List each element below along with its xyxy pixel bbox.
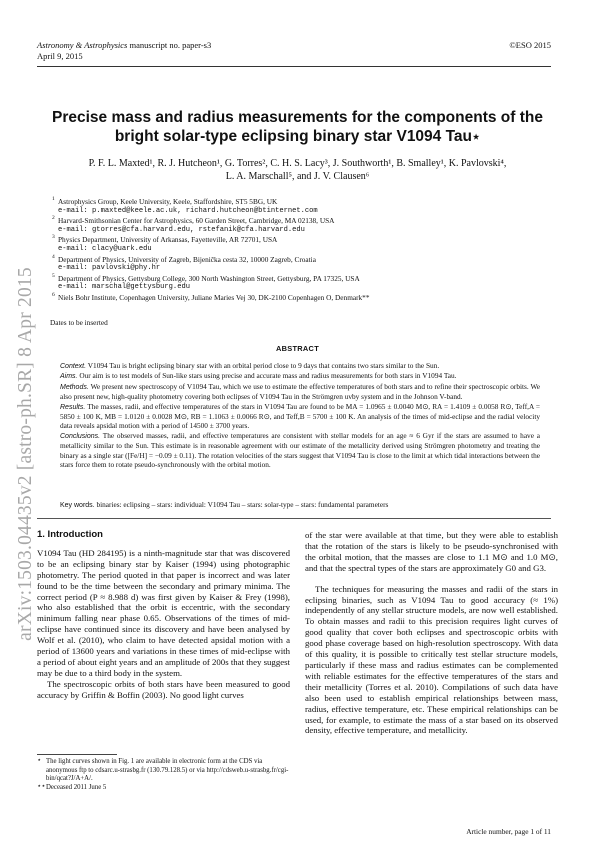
keywords [60, 500, 540, 509]
keywords-label: Key words. [60, 502, 95, 509]
authors-line-1: P. F. L. Maxted¹, R. J. Hutcheon¹, G. Torres², C. H. S. Lacy³, J. Southworth¹, B. Smalley¹, K. Pavlovski⁴, [88, 158, 507, 169]
authors-line-2: L. A. Marschall⁵, and J. V. Clausen⁶ [225, 171, 370, 182]
affiliation: 5 Department of Physics, Gettysburg College, 300 North Washington Street, Gettysburg, PA 17325, USA e-mail: marschal@gettysburg.edu [52, 272, 360, 292]
abstract-context: Context. V1094 Tau is bright eclipsing binary star with an orbital period close to 9 days that contains two stars similar to the Sun. [60, 361, 440, 370]
title-line-2: bright solar-type eclipsing binary star V1094 Tau [114, 128, 473, 145]
footnote: ⋆⋆ Deceased 2011 June 5 [37, 782, 107, 791]
arxiv-id: arXiv:1503.04435v2 [astro-ph.SR] 8 Apr 2015 [15, 267, 36, 641]
paragraph: The techniques for measuring the masses and radii of the stars in eclipsing binaries, such as V1094 Tau to good accuracy (≈ 1%) independently of any stellar structure models, are now well established. To obtain masses and radii to this precision requires light curves of good quality that cover both eclipses and spectroscopic orbits with good phase coverage based on high-resolution spectroscopy. With data of this quality, it is possible to critically test stellar structure models, particularly if these mass and radius estimates can be complemented with reliable estimates for the effective temperatures of the stars and their metallicity (Torres et al. 2010). Compilations of such data have also been used to establish empirical relationships between mass, radius, effective temperature, etc. These empirical relationships can be used, for example, to estimate the mass of a star based on its observed density, effective temperature, and metallicity. [305, 583, 558, 736]
abstract-body [60, 361, 540, 469]
keywords-text: binaries: eclipsing – stars: individual: V1094 Tau – stars: solar-type – stars: fundamental parameters [94, 500, 389, 509]
body-right-column [305, 530, 558, 736]
title-line-1: Precise mass and radius measurements for the components of the [52, 109, 543, 126]
abstract-heading: ABSTRACT [275, 344, 320, 353]
affiliation: 2 Harvard-Smithsonian Center for Astrophysics, 60 Garden Street, Cambridge, MA 02138, USA e-mail: gtorres@cfa.harvard.edu, rstefanik@cfa.harvard.edu [52, 215, 335, 234]
affiliation: 6 Niels Bohr Institute, Copenhagen University, Juliane Maries Vej 30, DK-2100 Copenhagen O, Denmark** [52, 291, 370, 302]
section-heading-introduction: 1. Introduction [37, 529, 103, 540]
header-date: April 9, 2015 [37, 50, 83, 61]
affiliation: 3 Physics Department, University of Arkansas, Fayetteville, AR 72701, USA e-mail: clacy@uark.edu [52, 234, 278, 253]
footnotes [37, 758, 292, 792]
title-footnote-mark: ⋆ [472, 129, 481, 144]
abstract-aims: Aims. Our aim is to test models of Sun-like stars using precise and accurate mass and radius measurements for both stars in V1094 Tau. [60, 371, 457, 381]
affiliation: 1 Astrophysics Group, Keele University, Keele, Staffordshire, ST5 5BG, UK e-mail: p.maxted@keele.ac.uk, richard.hutcheon@btinternet.com [52, 196, 318, 215]
running-header [37, 40, 211, 61]
affiliations [52, 197, 542, 303]
header-rule [37, 66, 551, 67]
footnote-rule [37, 754, 117, 755]
paragraph: of the star were available at that time, but they were able to establish that the rotation of the stars is likely to be pseudo-synchronised with the orbital motion, that the masses are close to 1.1 M⊙ and 1.0 M⊙, and that the spectral types of the stars are approximately G0 and G3. [305, 530, 558, 573]
abstract-methods: Methods. We present new spectroscopy of V1094 Tau, which we use to estimate the effective temperatures of both stars and to refine their spectroscopic orbits. We also present new, high-quality photometry covering both eclipses of V1094 Tau in the Strömgren uvby system and in the Johnson V-band. [60, 381, 540, 402]
abstract-conclusions: Conclusions. The observed masses, radii, and effective temperatures are consistent with stellar models for an age ≈ 6 Gyr if the stars are assumed to have a metallicity similar to the Sun. This estimate is in reasonable agreement with our estimate of the metallicity derived using Strömgren photometry and treating the binary as a single star ([Fe/H] = −0.09 ± 0.11). The rotation velocities of the stars suggest that V1094 Tau is close to the limit at which tidal interactions between the stars force them to rotate pseudo-synchronously with the orbital motion. [60, 430, 540, 470]
journal-name: Astronomy & Astrophysics [37, 40, 128, 50]
affiliation: 4 Department of Physics, University of Zagreb, Bijenička cesta 32, 10000 Zagreb, Croatia e-mail: pavlovski@phy.hr [52, 253, 316, 273]
keywords-rule [37, 518, 551, 519]
paper-title [40, 108, 555, 146]
footnote: ⋆ The light curves shown in Fig. 1 are available in electronic form at the CDS via anonymous ftp to cdsarc.u-strasbg.fr (130.79.128.5) or via http://cdsweb.u-strasbg.fr/cgi-bin/qcat?J/A+A/. [37, 757, 289, 783]
dates-note: Dates to be inserted [50, 318, 108, 327]
paragraph: V1094 Tau (HD 284195) is a ninth-magnitude star that was discovered to be an eclipsing binary star by Kaiser (1994) using photographic photometry. The period quoted in that paper is incorrect and was later found to be the time between the secondary and primary minima. The correct period (P ≈ 8.988 d) was first given by Kaiser & Frey (1998), who also established that the orbit is eccentric, with the secondary minimum falling near phase 0.65. Observations of the times of mid-eclipse have continued since its discovery and have been analysed by Wolf et al. (2010), who claim to have detected apsidal motion with a period of 13600 years and variations in these times of mid-eclipse with a period of about eight years and an amplitude of 200s that they suggest may be due to a third body in the system. [37, 547, 290, 678]
abstract-results: Results. The masses, radii, and effective temperatures of the stars in V1094 Tau are found to be MA = 1.0965 ± 0.0040 M⊙, RA = 1.4109 ± 0.0058 R⊙, Teff,A = 5850 ± 100 K, MB = 1.0120 ± 0.0028 M⊙, RB = 1.1063 ± 0.0066 R⊙, and Teff,B = 5700 ± 100 K. An analysis of the times of mid-eclipse and the radial velocity data reveals apsidal motion with a period of 14500 ± 3700 years. [60, 401, 540, 431]
paragraph: The spectroscopic orbits of both stars have been measured to good accuracy by Griffin & Boffin (2003). No good light curves [37, 678, 290, 700]
manuscript-number: manuscript no. paper-s3 [127, 40, 212, 50]
page-number: Article number, page 1 of 11 [466, 827, 551, 836]
body-left-column [37, 530, 290, 701]
author-list [50, 157, 545, 183]
copyright-notice: ©ESO 2015 [509, 40, 551, 50]
